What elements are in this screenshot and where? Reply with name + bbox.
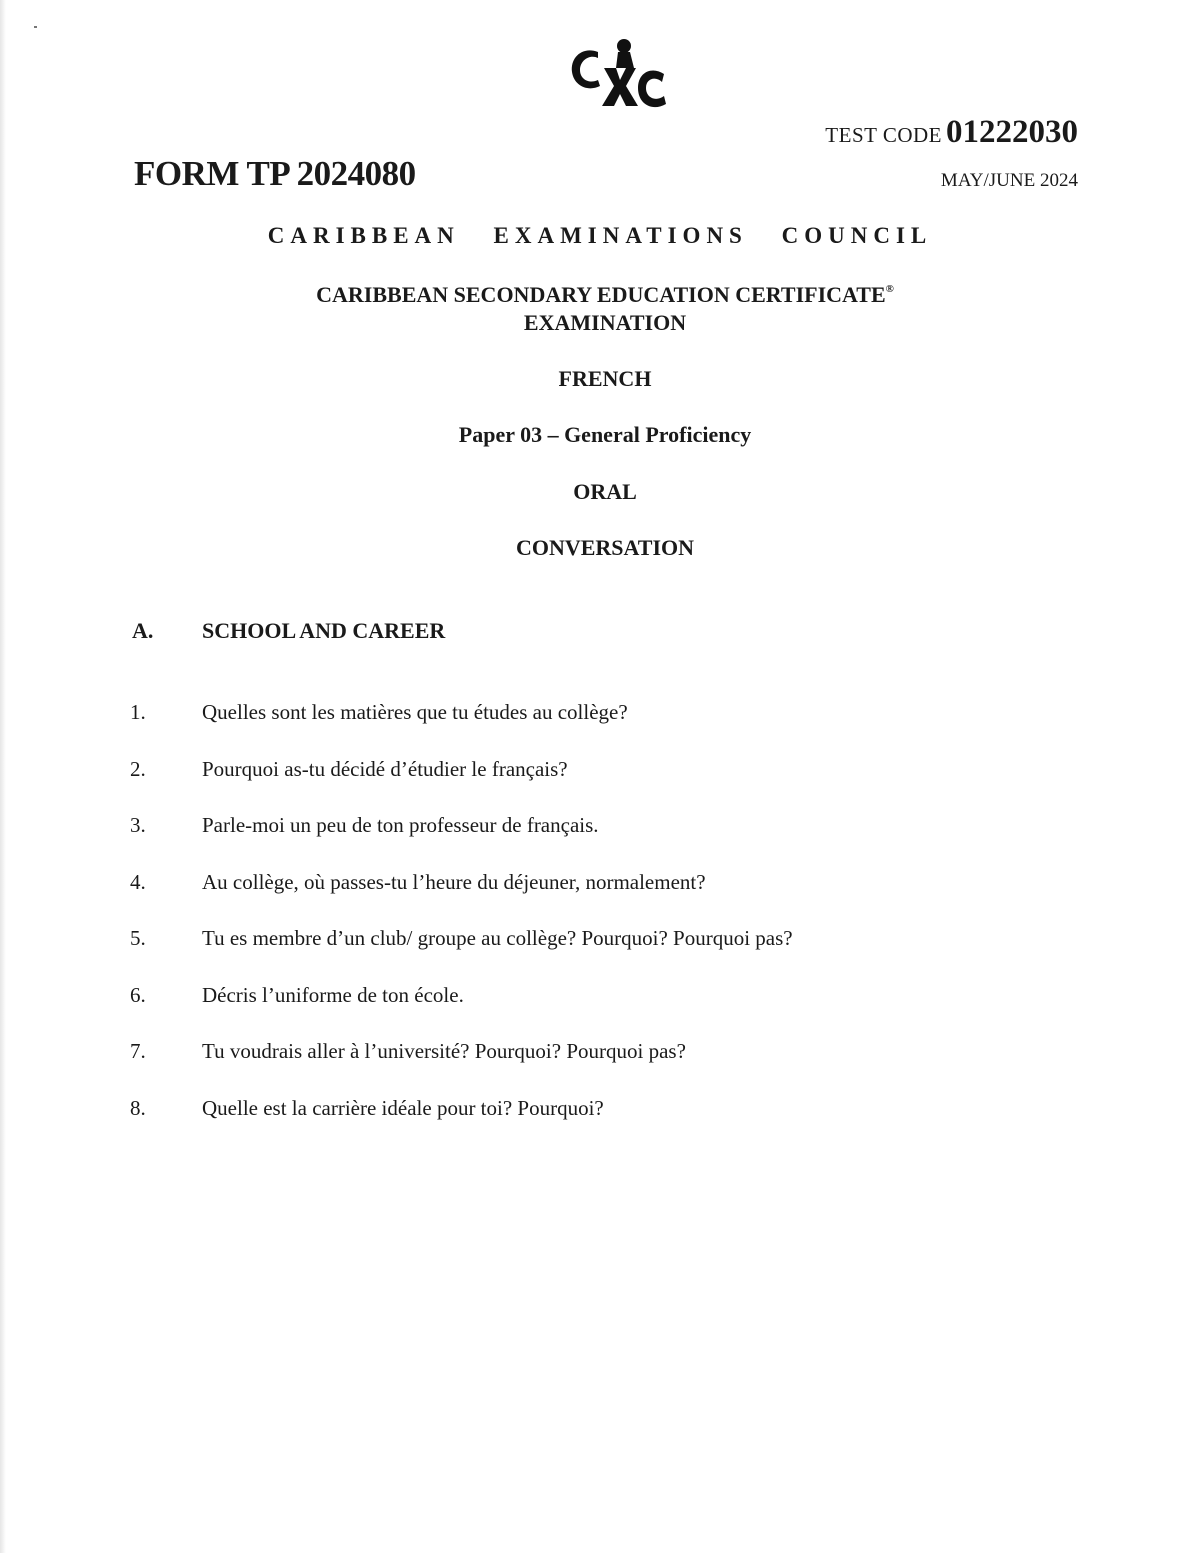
question-item (130, 983, 1090, 1040)
test-code-value: 01222030 (946, 114, 1078, 150)
question-number: 1. (130, 700, 146, 724)
question-item (130, 1096, 1090, 1153)
question-item (130, 700, 1090, 757)
question-text: Au collège, où passes-tu l’heure du déjeuner, normalement? (202, 869, 706, 894)
section-letter: A. (132, 618, 154, 643)
question-text: Tu voudrais aller à l’université? Pourquoi? Pourquoi pas? (202, 1039, 686, 1063)
question-text: Quelle est la carrière idéale pour toi? Pourquoi? (202, 1095, 604, 1120)
question-item (130, 926, 1090, 983)
paper-title: Paper 03 – General Proficiency (458, 422, 752, 447)
registered-mark: ® (885, 283, 894, 295)
council-word-1: CARIBBEAN (267, 223, 460, 248)
question-text: Quelles sont les matières que tu études au collège? (202, 700, 628, 724)
question-number: 3. (130, 813, 146, 837)
question-number: 6. (130, 982, 146, 1007)
form-number: FORM TP 2024080 (134, 154, 416, 193)
scan-speck (34, 26, 37, 28)
section-title: SCHOOL AND CAREER (202, 618, 446, 643)
question-text: Décris l’uniforme de ton école. (202, 982, 464, 1007)
component-title: ORAL (573, 479, 637, 504)
part-title: CONVERSATION (515, 535, 695, 560)
examination-title: EXAMINATION (523, 310, 687, 335)
certificate-text: CARIBBEAN SECONDARY EDUCATION CERTIFICATE (316, 282, 886, 307)
cxc-logo (568, 38, 672, 112)
question-number: 8. (130, 1095, 146, 1120)
question-number: 5. (130, 926, 146, 950)
question-number: 4. (130, 869, 146, 894)
subject-title: FRENCH (558, 366, 652, 391)
certificate-title (0, 282, 1200, 308)
question-item (130, 1039, 1090, 1096)
question-text: Pourquoi as-tu décidé d’étudier le français? (202, 756, 568, 781)
test-code (825, 114, 1078, 151)
question-text: Parle-moi un peu de ton professeur de français. (202, 813, 599, 837)
question-item (130, 813, 1090, 870)
question-number: 7. (130, 1039, 146, 1063)
section-heading (132, 618, 445, 644)
exam-session: MAY/JUNE 2024 (940, 170, 1078, 191)
council-heading (0, 223, 1200, 249)
question-list (130, 700, 1090, 1152)
council-word-2: EXAMINATIONS (493, 223, 748, 248)
question-item (130, 757, 1090, 814)
question-item (130, 870, 1090, 927)
question-number: 2. (130, 756, 146, 781)
test-code-label: TEST CODE (825, 123, 942, 147)
question-text: Tu es membre d’un club/ groupe au collège? Pourquoi? Pourquoi pas? (202, 926, 793, 950)
council-word-3: COUNCIL (781, 223, 933, 248)
